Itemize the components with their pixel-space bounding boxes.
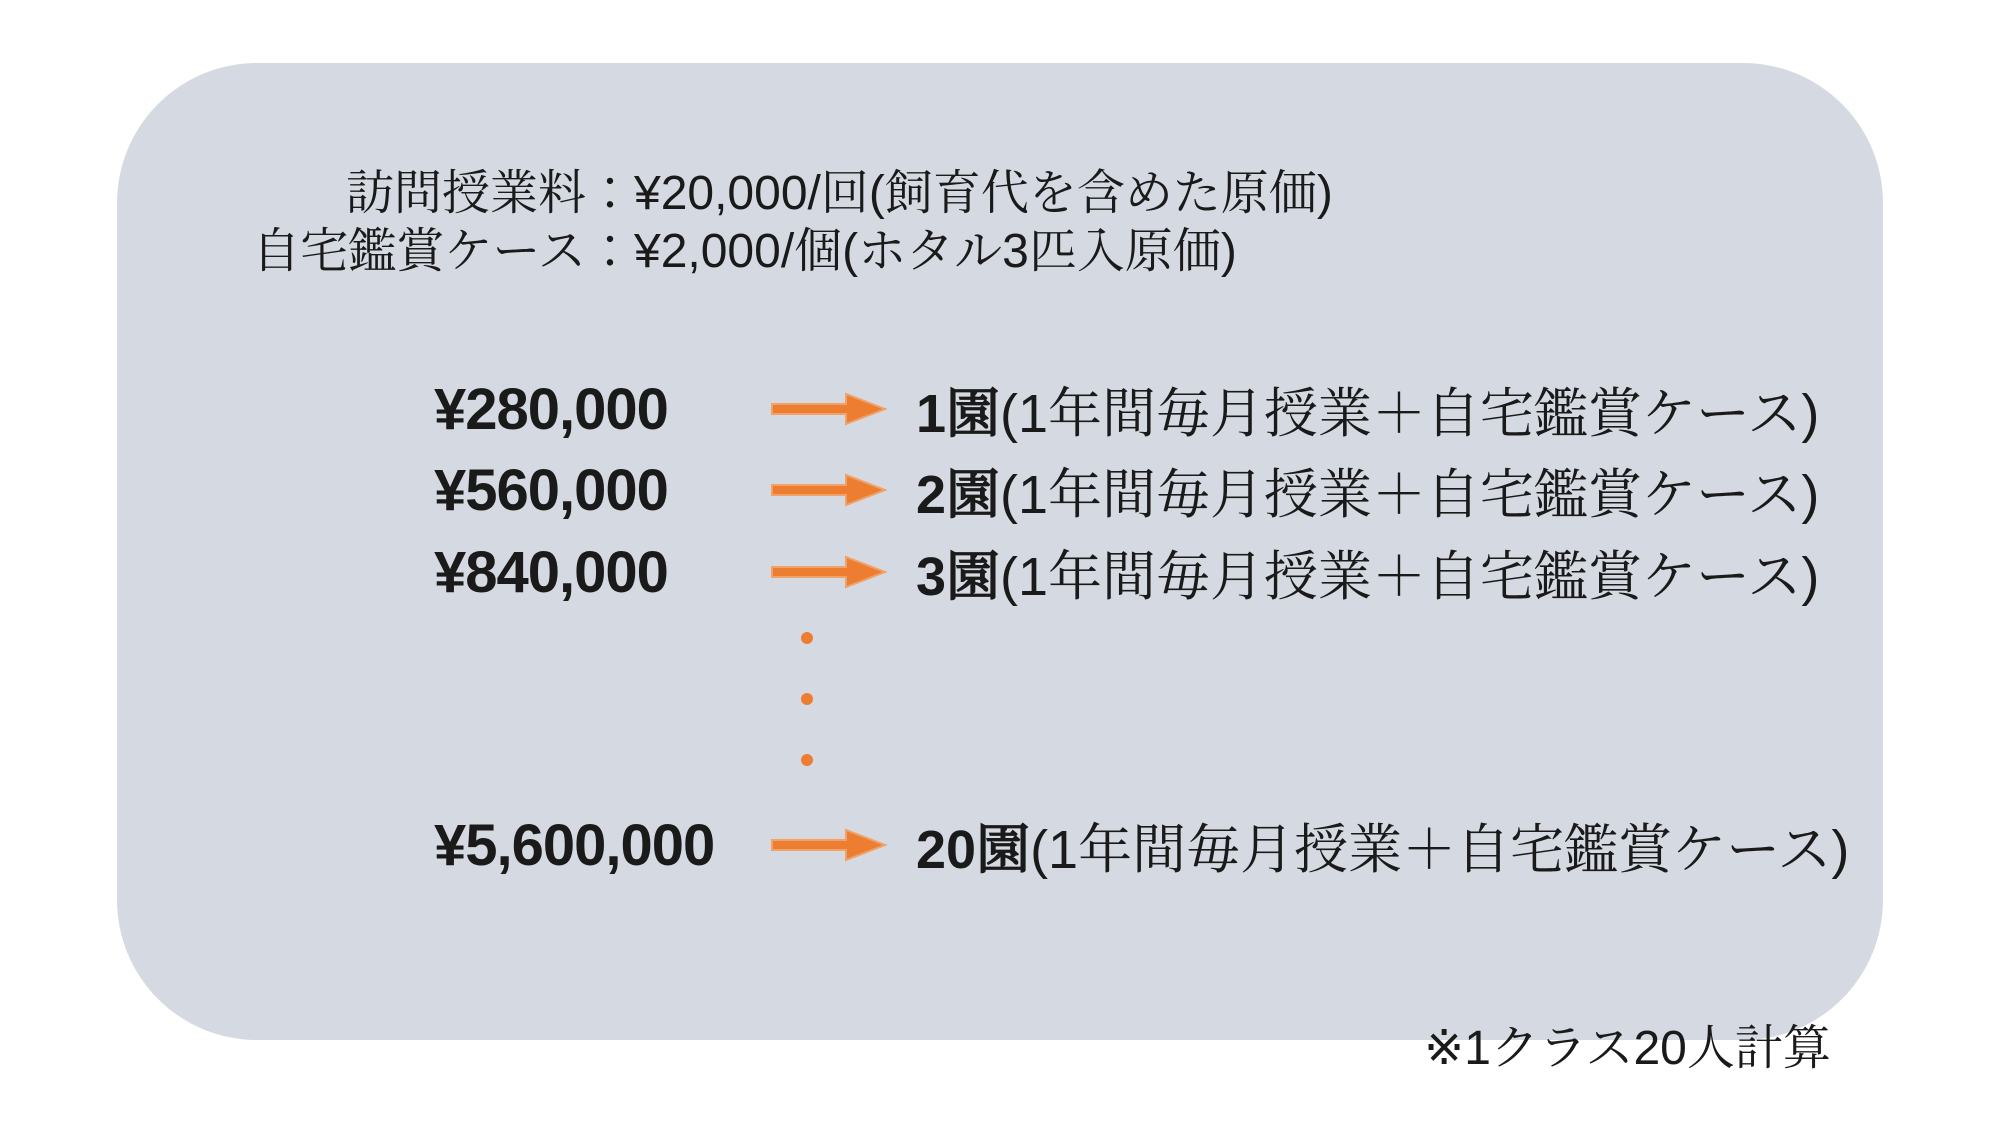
pricing-panel xyxy=(117,63,1883,1075)
row-description xyxy=(916,807,1849,884)
cost-header xyxy=(250,165,1333,281)
garden-count: 3園 xyxy=(916,546,1001,607)
cost-value: ：¥20,000/回(飼育代を含めた原価) xyxy=(586,167,1333,220)
cost-header-line xyxy=(250,223,1333,281)
pricing-row xyxy=(434,805,1849,885)
garden-count: 2園 xyxy=(916,464,1001,525)
garden-count: 20園 xyxy=(916,819,1031,880)
price-label: ¥280,000 xyxy=(434,376,668,442)
cost-header-line xyxy=(250,165,1333,223)
row-description xyxy=(916,371,1819,448)
garden-count: 1園 xyxy=(916,383,1001,444)
cost-value: ：¥2,000/個(ホタル3匹入原価) xyxy=(586,225,1237,278)
cost-label: 訪問授業料 xyxy=(345,167,586,220)
ellipsis-dot xyxy=(801,693,813,705)
pricing-row xyxy=(434,450,1819,530)
right-arrow-icon xyxy=(770,472,888,508)
pricing-row xyxy=(434,532,1819,612)
cost-label: 自宅鑑賞ケース xyxy=(252,225,586,278)
ellipsis-dot xyxy=(801,632,813,644)
price-label: ¥560,000 xyxy=(434,457,668,523)
row-description xyxy=(916,534,1819,611)
price-label: ¥840,000 xyxy=(434,539,668,605)
plan-detail: (1年間毎月授業＋自宅鑑賞ケース) xyxy=(1000,383,1820,444)
footnote: ※1クラス20人計算 xyxy=(1424,1022,1831,1075)
right-arrow-icon xyxy=(770,554,888,590)
plan-detail: (1年間毎月授業＋自宅鑑賞ケース) xyxy=(1030,819,1850,880)
row-description xyxy=(916,452,1819,529)
plan-detail: (1年間毎月授業＋自宅鑑賞ケース) xyxy=(1000,464,1820,525)
right-arrow-icon xyxy=(770,827,888,863)
pricing-row xyxy=(434,369,1819,449)
plan-detail: (1年間毎月授業＋自宅鑑賞ケース) xyxy=(1000,546,1820,607)
price-label: ¥5,600,000 xyxy=(434,812,715,878)
ellipsis-dot xyxy=(801,754,813,766)
right-arrow-icon xyxy=(770,391,888,427)
